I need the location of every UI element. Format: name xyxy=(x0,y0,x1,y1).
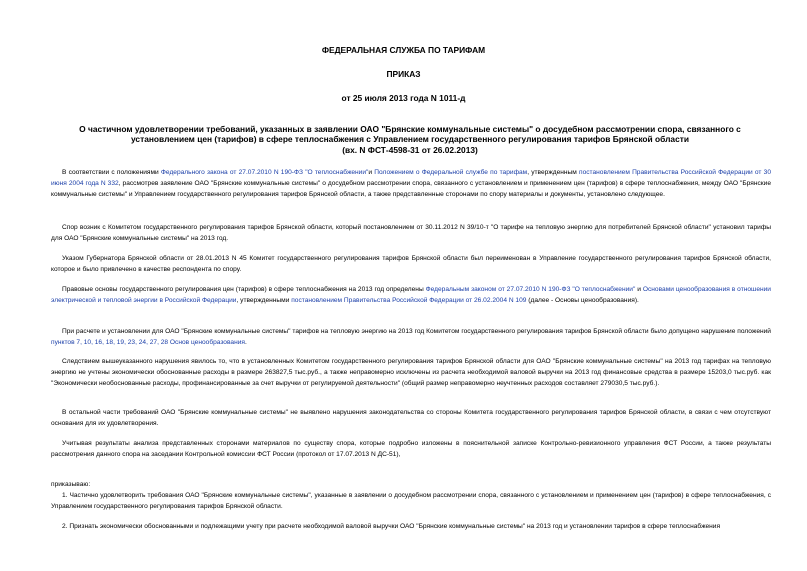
order-item-1: 1. Частично удовлетворить требования ОАО "Брянские коммунальные системы", указанные в заявлении о досудебном рассмотрении спора, связанного с установлением и применением цен (тарифов) в сфере теплоснабжения, с Управлением государственного регулирования тарифов Брянской области. xyxy=(51,492,771,510)
text-span: При расчете и установлении для ОАО "Брянские коммунальные системы" тарифов на тепловую энергию на 2013 год Комитетом государственного регулирования тарифов Брянской области было допущено нарушение положений xyxy=(62,328,771,335)
link-resolution-109[interactable]: постановлением Правительства Российской Федерации от 26.02.2004 N 109 xyxy=(291,297,527,304)
text-span: и xyxy=(368,169,375,176)
link-pricing-clauses[interactable]: пунктов 7, 10, 16, 18, 19, 23, 24, 27, 28 Основ ценообразования xyxy=(51,339,245,346)
paragraph-considering: Учитывая результаты анализа представленных сторонами материалов по существу спора, которые подробно изложены в пояснительной записке Контрольно-ревизионного управления ФСТ России, а также результаты рассмотрения данного спора на заседании Контрольной комиссии ФСТ России (протокол от 17.07.2013 N ДС-51), xyxy=(51,440,771,458)
text-span: В соответствии с положениями xyxy=(62,169,161,176)
agency-title: ФЕДЕРАЛЬНАЯ СЛУЖБА ПО ТАРИФАМ xyxy=(321,45,486,55)
text-span: и xyxy=(635,286,643,293)
link-fst-regulation[interactable]: Положением о Федеральной службе по тарифам xyxy=(374,169,528,176)
text-span: , утвержденным xyxy=(527,169,580,176)
paragraph-legal-basis xyxy=(51,284,771,306)
order-item-2: 2. Признать экономически обоснованными и подлежащими учету при расчете необходимой валовой выручки ОАО "Брянские коммунальные системы" на 2013 год и установлении тарифов в сфере теплоснабжения xyxy=(62,523,721,530)
paragraph-order-word: приказываю: xyxy=(51,481,91,488)
paragraph-preamble xyxy=(51,167,771,200)
text-span: , рассмотрев заявление ОАО "Брянские коммунальные системы" о досудебном рассмотрении спора, связанного с установлением и применением цен (тарифов) в сфере теплоснабжения, между ОАО "Брянские коммунальные системы" и Управлением государственного регулирования тарифов Брянской области, а также представленные сторонами по спору материалы и документы, установлено следующее. xyxy=(51,180,771,198)
text-span: (далее - Основы ценообразования). xyxy=(526,297,639,304)
paragraph-consequence: Следствием вышеуказанного нарушения явилось то, что в установленных Комитетом государственного регулирования тарифов Брянской области для ОАО "Брянские коммунальные системы" на 2013 год тарифах на тепловую энергию не учтены экономически обоснованные расходы в размере 263827,5 тыс.руб., а также неправомерно исключены из расчета необходимой валовой выручки на 2013 год финансовые средства в размере 15203,0 тыс.руб. как "Экономически необоснованные расходы, профинансированные за счет выручки от регулируемой деятельности" (общий размер неправомерно неучтенных расходов составляет 279030,5 тыс.руб.). xyxy=(51,358,771,387)
link-law-190fz-2[interactable]: Федеральным законом от 27.07.2010 N 190-ФЗ "О теплоснабжении" xyxy=(425,286,636,293)
paragraph-violation xyxy=(51,326,771,348)
text-span: Правовые основы государственного регулирования цен (тарифов) в сфере теплоснабжения на 2013 год определены xyxy=(62,286,426,293)
subject-line-2: установлением цен (тарифов) в сфере теплоснабжения с Управлением государственного регулирования тарифов Брянской области xyxy=(130,134,689,145)
doc-date-number: от 25 июля 2013 года N 1011-д xyxy=(341,93,466,103)
paragraph-dispute: Спор возник с Комитетом государственного регулирования тарифов Брянской области, который постановлением от 30.11.2012 N 39/10-т "О тарифе на тепловую энергию для потребителей Брянской области" установил тарифы для ОАО "Брянские коммунальные системы" на 2013 год. xyxy=(51,224,771,242)
text-span: . xyxy=(244,339,247,346)
doc-subject xyxy=(60,124,760,155)
link-resolution-332[interactable]: постановлением Правительства Российской Федерации от 30 июня 2004 года N 332 xyxy=(51,169,771,187)
link-pricing-basics[interactable]: Основами ценообразования в отношении электрической и тепловой энергии в Российской Федерации xyxy=(51,286,771,304)
text-span: , утвержденными xyxy=(236,297,292,304)
paragraph-remaining-claims: В остальной части требований ОАО "Брянские коммунальные системы" не выявлено нарушения законодательства со стороны Комитета государственного регулирования тарифов Брянской области, в связи с чем отсутствуют основания для их удовлетворения. xyxy=(51,409,771,427)
paragraph-decree: Указом Губернатора Брянской области от 28.01.2013 N 45 Комитет государственного регулирования тарифов Брянской области был переименован в Управление государственного регулирования тарифов Брянской области, которое и было привлечено в качестве респондента по спору. xyxy=(51,255,771,273)
subject-line-1: О частичном удовлетворении требований, указанных в заявлении ОАО "Брянские коммунальные системы" о досудебном рассмотрении спора, связанного с xyxy=(79,124,741,134)
doc-type: ПРИКАЗ xyxy=(386,69,421,79)
link-law-190fz[interactable]: Федерального закона от 27.07.2010 N 190-ФЗ "О теплоснабжении" xyxy=(160,169,369,176)
subject-line-3: (вх. N ФСТ-4598-31 от 26.02.2013) xyxy=(342,144,478,155)
